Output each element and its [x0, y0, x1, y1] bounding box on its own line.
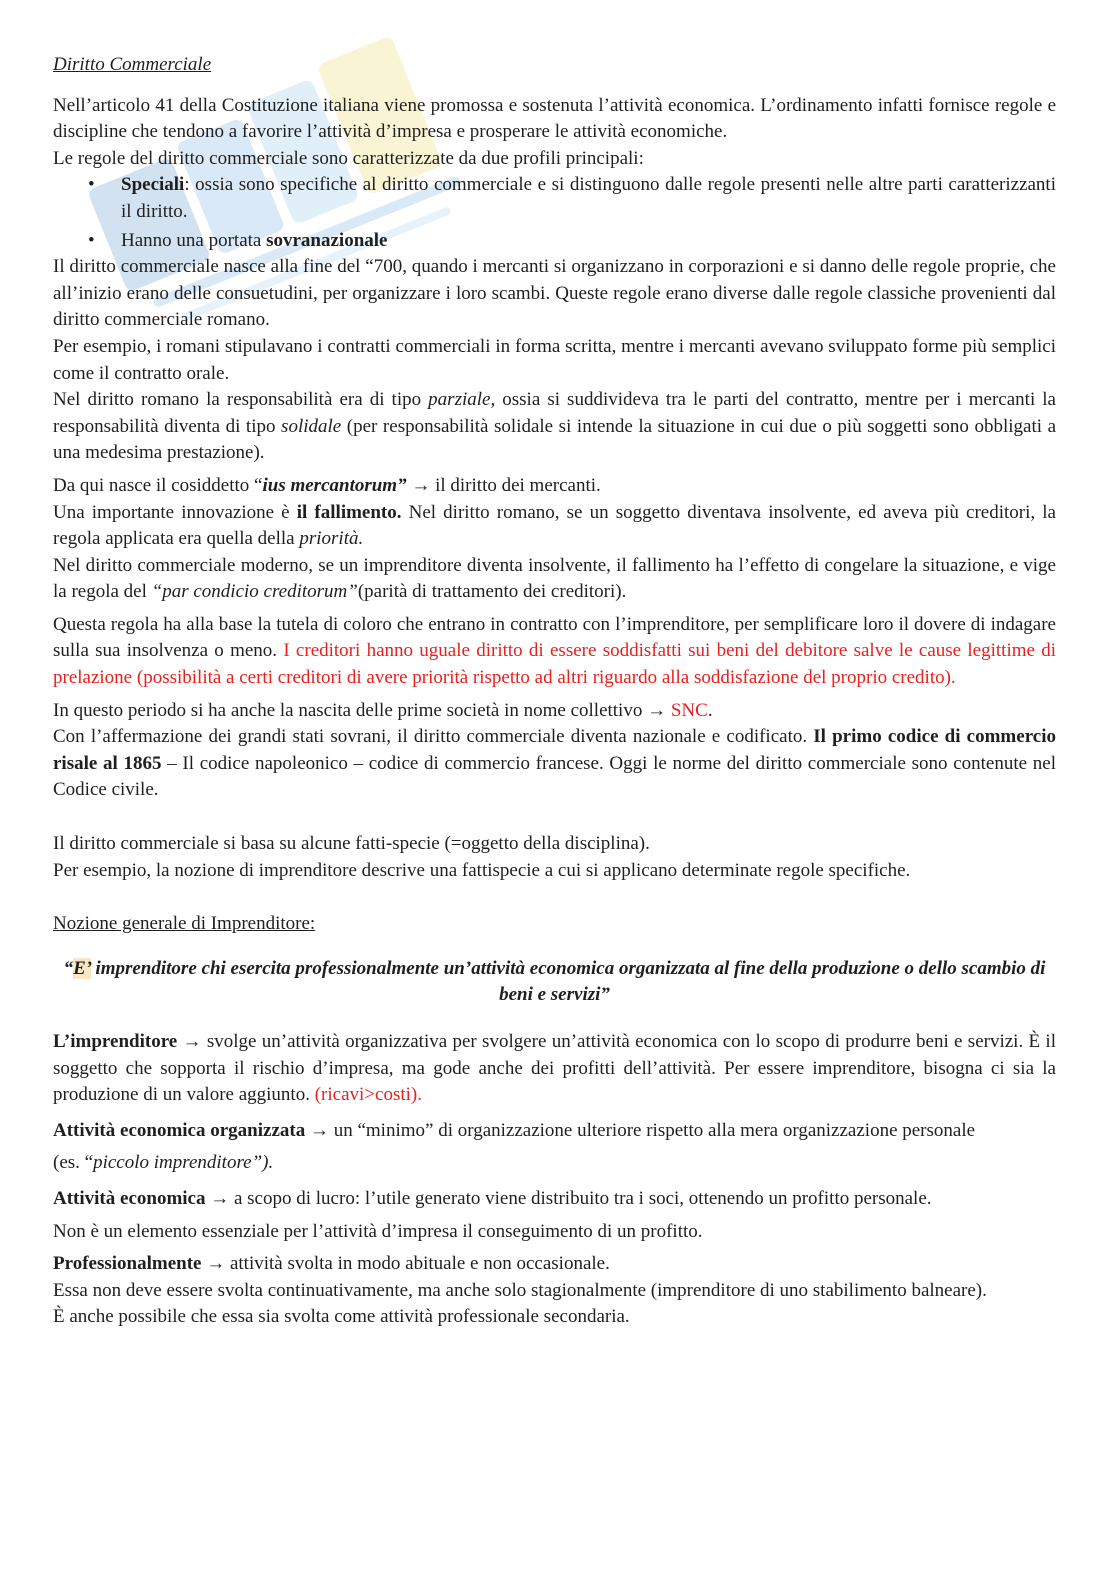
text-run: Con l’affermazione dei grandi stati sovrani, il diritto commerciale diventa nazionale e codificato. [53, 726, 814, 748]
def-attivita-economica-note: Non è un elemento essenziale per l’attività d’impresa il conseguimento di un profitto. [53, 1220, 703, 1242]
list-item-text: Hanno una portata [121, 229, 267, 251]
imprenditore-definition [53, 956, 1056, 1009]
def-attivita-economica [53, 1186, 1056, 1213]
text-run: ossia si suddivideva tra le parti del contratto, mentre per i mercanti la responsabilità diventa di tipo [53, 389, 1056, 437]
bold-run: Professionalmente [53, 1253, 202, 1275]
bold-italic-run: ius mercantorum” [262, 474, 407, 496]
fatti-paragraph-1: Il diritto commerciale si basa su alcune fatti-specie (=oggetto della disciplina). [53, 833, 650, 855]
ius-paragraph-3 [53, 553, 1056, 606]
bold-run: Attività economica [53, 1187, 206, 1209]
text-run: – Il codice napoleonico – codice di commercio francese. Oggi le norme del diritto commerciale sono contenute nel Codice civile. [53, 752, 1056, 801]
text-run: → un “minimo” di organizzazione ulteriore rispetto alla mera organizzazione personale [305, 1119, 976, 1141]
bold-run: Attività economica organizzata [53, 1119, 306, 1141]
intro-paragraph-2: Le regole del diritto commerciale sono caratterizzate da due profili principali: [53, 147, 644, 169]
document-page [53, 52, 1056, 1331]
text-run: “ [63, 957, 74, 979]
ius-paragraph-4 [53, 612, 1056, 692]
text-run: Una importante innovazione è [53, 501, 297, 523]
text-run: → il diritto dei mercanti. [406, 474, 601, 496]
italic-run: piccolo imprenditore”). [93, 1152, 274, 1174]
italic-run: priorità. [299, 528, 364, 550]
def-professionalmente-note-1: Essa non deve essere svolta continuativamente, ma anche solo stagionalmente (imprenditore di uno stabilimento balneare). [53, 1279, 987, 1301]
section-title: Nozione generale di Imprenditore: [53, 913, 316, 935]
italic-run: solidale [281, 415, 342, 437]
italic-run: “par condicio creditorum” [151, 581, 358, 603]
ius-paragraph-2 [53, 500, 1056, 553]
fatti-paragraph-2: Per esempio, la nozione di imprenditore descrive una fattispecie a cui si applicano determinate regole specifiche. [53, 859, 911, 881]
list-item-bold: Speciali [121, 174, 185, 196]
list-item [121, 228, 1056, 255]
list-item [121, 172, 1056, 225]
text-run: (per responsabilità solidale si intende la situazione in cui due o più soggetti sono obbligati a una medesima prestazione). [53, 415, 1057, 464]
profiles-list [53, 172, 1056, 254]
text-run: . [707, 699, 713, 721]
red-text-run: I creditori hanno uguale diritto di essere soddisfatti sui beni del debitore salve le cause legittime di prelazione (possibilità a certi creditori di avere priorità rispetto ad altri riguardo alla soddisfazione del proprio credito). [53, 640, 1056, 689]
text-run: Nel diritto romano la responsabilità era di tipo [53, 389, 429, 411]
text-run: (parità di trattamento dei creditori). [357, 581, 627, 603]
italic-run: parziale, [428, 389, 496, 411]
text-run: In questo periodo si ha anche la nascita delle prime società in nome collettivo → [53, 699, 671, 721]
text-run: Nel diritto romano, se un soggetto diventava insolvente, ed aveva più creditori, la regola applicata era quella della [53, 501, 1056, 550]
def-attivita-organizzata-example [53, 1150, 1056, 1177]
intro-paragraph-1: Nell’articolo 41 della Costituzione italiana viene promossa e sostenuta l’attività economica. L’ordinamento infatti fornisce regole e discipline che tendono a favorire l’attività d’impresa e prosperare le attività economiche. [53, 94, 1056, 143]
bold-run: Il primo codice di commercio risale al 1865 [53, 726, 1056, 774]
def-imprenditore [53, 1029, 1056, 1109]
text-run: (es. “ [53, 1152, 94, 1174]
history-paragraph-1: Il diritto commerciale nasce alla fine del “700, quando i mercanti si organizzano in corporazioni e si danno delle regole proprie, che all’inizio erano delle consuetudini, per organizzare i loro scambi. Queste regole erano diverse dalle regole classiche provenienti dal diritto commerciale romano. [53, 256, 1056, 331]
bold-run: L’imprenditore [53, 1031, 178, 1052]
def-professionalmente-note-2: È anche possibile che essa sia svolta come attività professionale secondaria. [53, 1306, 630, 1328]
ius-paragraph-1 [53, 473, 1056, 500]
history-paragraph-2: Per esempio, i romani stipulavano i contratti commerciali in forma scritta, mentre i mercanti avevano sviluppato forme più semplici come il contratto orale. [53, 335, 1056, 384]
text-run: imprenditore chi esercita professionalmente un’attività economica organizzata al fine della produzione o dello scambio di beni e servizi” [90, 957, 1046, 1006]
document-title: Diritto Commerciale [53, 54, 212, 75]
snc-paragraph-2 [53, 724, 1056, 804]
def-attivita-organizzata [53, 1118, 1056, 1145]
red-text-run: (ricavi>costi). [314, 1084, 422, 1106]
def-professionalmente [53, 1251, 1056, 1278]
text-run: → attività svolta in modo abituale e non occasionale. [201, 1253, 610, 1275]
bold-run: il fallimento. [296, 501, 402, 523]
list-item-bold: sovranazionale [266, 229, 388, 251]
highlighted-run: E’ [73, 957, 91, 979]
text-run: Da qui nasce il cosiddetto “ [53, 474, 263, 496]
history-paragraph-3 [53, 387, 1056, 467]
text-run: → a scopo di lucro: l’utile generato viene distribuito tra i soci, ottenendo un profitto personale. [205, 1187, 932, 1209]
text-run: Questa regola ha alla base la tutela di coloro che entrano in contratto con l’imprenditore, per semplificare loro il dovere di indagare sulla sua insolvenza o meno. [53, 613, 1056, 662]
red-text-run: SNC [670, 699, 708, 721]
snc-paragraph-1 [53, 698, 1056, 725]
list-item-text: : ossia sono specifiche al diritto commerciale e si distinguono dalle regole presenti nelle altre parti caratterizzanti il diritto. [121, 174, 1056, 222]
text-run: Nel diritto commerciale moderno, se un imprenditore diventa insolvente, il fallimento ha l’effetto di congelare la situazione, e vige la regola del [53, 554, 1056, 603]
text-run: → svolge un’attività organizzativa per svolgere un’attività economica con lo scopo di produrre beni e servizi. È il soggetto che sopporta il rischio d’impresa, ma gode anche dei profitti dell’attività. Per essere imprenditore, bisogna ci sia la produzione di un valore aggiunto. [53, 1031, 1056, 1106]
